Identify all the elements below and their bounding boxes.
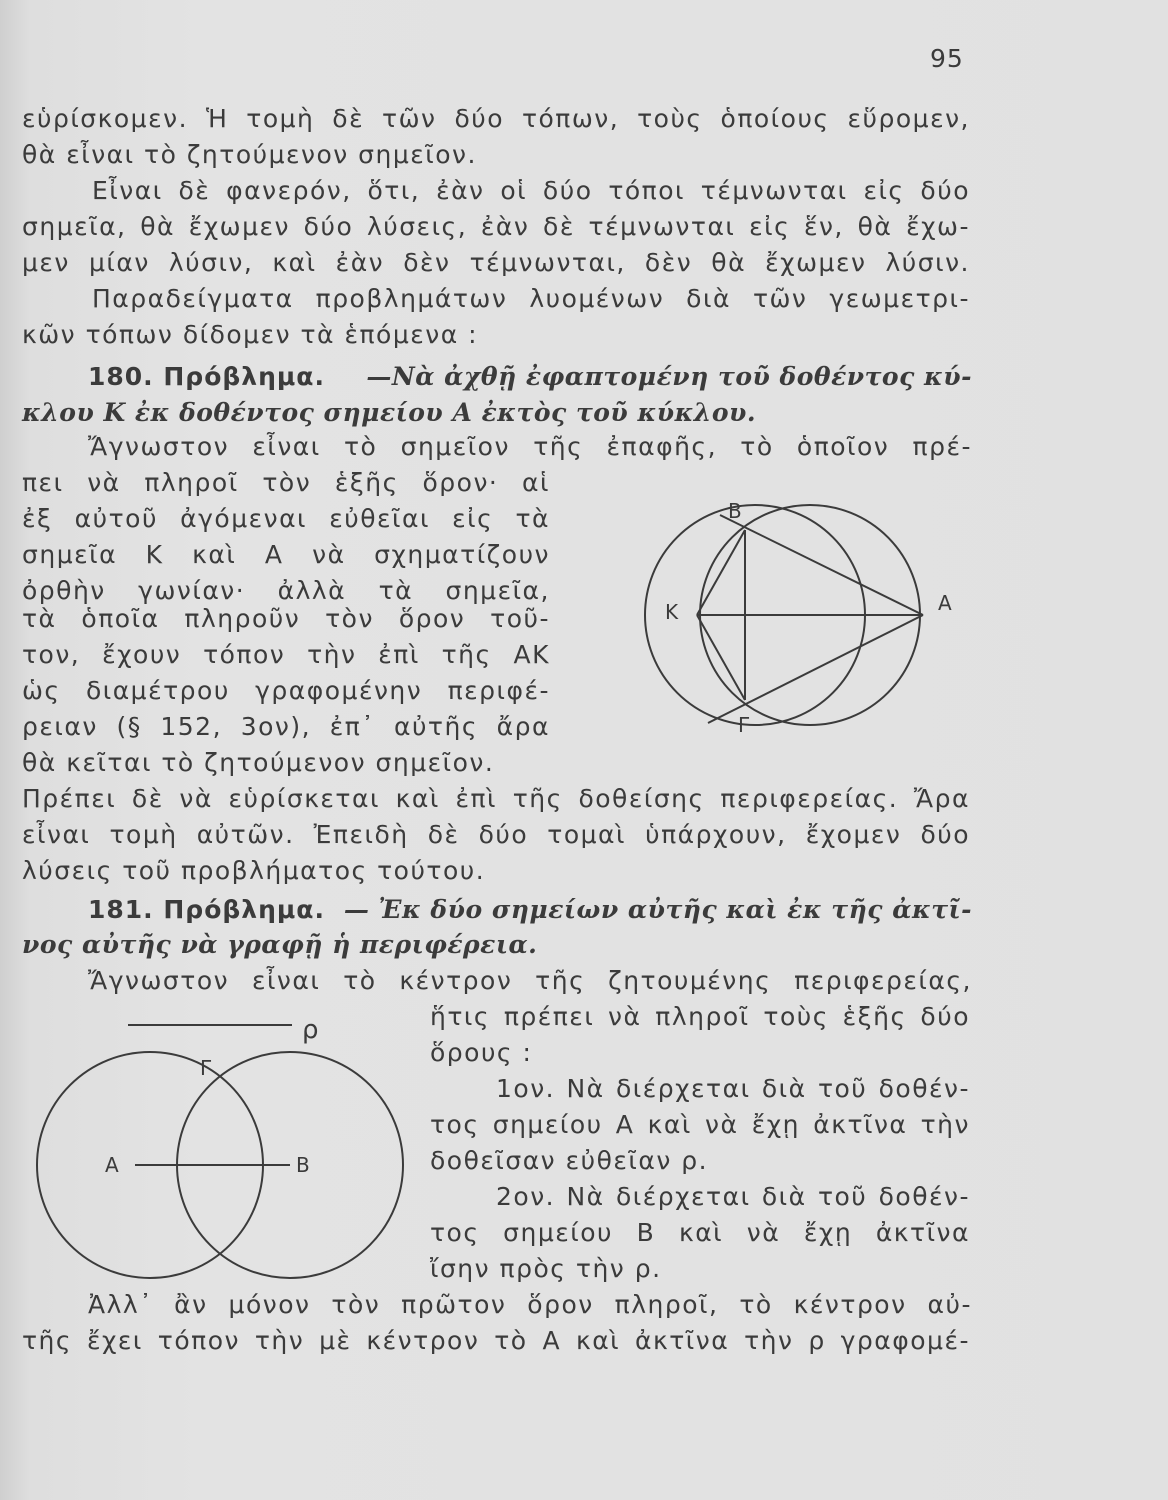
- label-a: Α: [105, 1153, 119, 1177]
- text-line: ἐξ αὐτοῦ ἀγόμεναι εὐθεῖαι εἰς τὰ: [22, 504, 550, 533]
- text-line: εὑρίσκομεν. Ἡ τομὴ δὲ τῶν δύο τόπων, τοὺς ὁποίους εὕρομεν,: [22, 104, 970, 133]
- problem-181-statement-line: — Ἐκ δύο σημείων αὐτῆς καὶ ἐκ τῆς ἀκτῖ-: [343, 895, 972, 924]
- problem-181-statement-line: νος αὐτῆς νὰ γραφῇ ἡ περιφέρεια.: [22, 930, 538, 959]
- label-b: Β: [728, 499, 742, 523]
- figure-tangent-construction: [570, 495, 980, 765]
- radius-kb: [697, 530, 745, 615]
- text-line: θὰ κεῖται τὸ ζητούμενον σημεῖον.: [22, 748, 495, 777]
- figure-two-circles: [20, 1005, 420, 1290]
- text-line: μεν μίαν λύσιν, καὶ ἐὰν δὲν τέμνωνται, δὲν θὰ ἔχωμεν λύσιν.: [22, 248, 970, 277]
- text-line: ἴσην πρὸς τὴν ρ.: [430, 1254, 662, 1283]
- text-line: τῆς ἔχει τόπον τὴν μὲ κέντρον τὸ Α καὶ ἀκτῖνα τὴν ρ γραφομέ-: [22, 1326, 970, 1355]
- problem-180-statement-line: —Νὰ ἀχθῇ ἐφαπτομένη τοῦ δοθέντος κύ-: [366, 362, 972, 391]
- text-line: σημεῖα Κ καὶ Α νὰ σχηματίζουν: [22, 540, 550, 569]
- text-line: ὅρους :: [430, 1038, 533, 1067]
- text-line: τος σημείου Α καὶ νὰ ἔχῃ ἀκτῖνα τὴν: [430, 1110, 970, 1139]
- text-line: κῶν τόπων δίδομεν τὰ ἑπόμενα :: [22, 320, 479, 349]
- radius-kg: [697, 615, 745, 700]
- text-line: Εἶναι δὲ φανερόν, ὅτι, ἐὰν οἱ δύο τόποι τέμνωνται εἰς δύο: [92, 176, 970, 205]
- label-k: Κ: [665, 600, 679, 624]
- text-line: Πρέπει δὲ νὰ εὑρίσκεται καὶ ἐπὶ τῆς δοθείσης περιφερείας. Ἄρα: [22, 784, 970, 813]
- problem-180-number: 180. Πρόβλημα.: [88, 362, 325, 391]
- text-line: ἥτις πρέπει νὰ πληροῖ τοὺς ἑξῆς δύο: [430, 1002, 970, 1031]
- problem-181-number: 181. Πρόβλημα.: [88, 895, 325, 924]
- problem-180-statement-line: κλου Κ ἐκ δοθέντος σημείου Α ἐκτὸς τοῦ κύκλου.: [22, 398, 757, 427]
- label-g: Γ: [738, 713, 750, 737]
- text-line: Ἀλλ᾿ ἂν μόνον τὸν πρῶτον ὅρον πληροῖ, τὸ κέντρον αὐ-: [88, 1290, 972, 1319]
- text-line: τὰ ὁποῖα πληροῦν τὸν ὅρον τοῦ-: [22, 604, 550, 633]
- text-line: Παραδείγματα προβλημάτων λυομένων διὰ τῶν γεωμετρι-: [92, 284, 970, 313]
- text-line: τον, ἔχουν τόπον τὴν ἐπὶ τῆς ΑΚ: [22, 640, 550, 669]
- text-line: σημεῖα, θὰ ἔχωμεν δύο λύσεις, ἐὰν δὲ τέμνωνται εἰς ἕν, θὰ ἔχω-: [22, 212, 970, 241]
- page-number: 95: [930, 44, 964, 73]
- label-g: Γ: [200, 1056, 212, 1080]
- text-line: Ἄγνωστον εἶναι τὸ σημεῖον τῆς ἐπαφῆς, τὸ ὁποῖον πρέ-: [88, 432, 972, 461]
- text-line: πει νὰ πληροῖ τὸν ἑξῆς ὅρον· αἱ: [22, 468, 550, 497]
- text-line: 2ον. Νὰ διέρχεται διὰ τοῦ δοθέν-: [496, 1182, 970, 1211]
- label-rho: ρ: [302, 1015, 319, 1045]
- text-line: ὀρθὴν γωνίαν· ἀλλὰ τὰ σημεῖα,: [22, 576, 550, 605]
- text-line: ὡς διαμέτρου γραφομένην περιφέ-: [22, 676, 550, 705]
- text-line: τος σημείου Β καὶ νὰ ἔχῃ ἀκτῖνα: [430, 1218, 970, 1247]
- text-line: θὰ εἶναι τὸ ζητούμενον σημεῖον.: [22, 140, 477, 169]
- problem-181-heading: [88, 895, 972, 925]
- text-line: ρειαν (§ 152, 3ον), ἐπ᾿ αὐτῆς ἄρα: [22, 712, 550, 741]
- text-line: Ἄγνωστον εἶναι τὸ κέντρον τῆς ζητουμένης περιφερείας,: [88, 966, 972, 995]
- label-b: Β: [296, 1153, 310, 1177]
- text-line: δοθεῖσαν εὐθεῖαν ρ.: [430, 1146, 709, 1175]
- text-line: λύσεις τοῦ προβλήματος τούτου.: [22, 856, 486, 885]
- text-line: εἶναι τομὴ αὐτῶν. Ἐπειδὴ δὲ δύο τομαὶ ὑπάρχουν, ἔχομεν δύο: [22, 820, 970, 849]
- label-a: Α: [938, 591, 952, 615]
- text-line: 1ον. Νὰ διέρχεται διὰ τοῦ δοθέν-: [496, 1074, 970, 1103]
- problem-180-heading: [88, 362, 972, 392]
- tangent-line-ab: [720, 515, 923, 615]
